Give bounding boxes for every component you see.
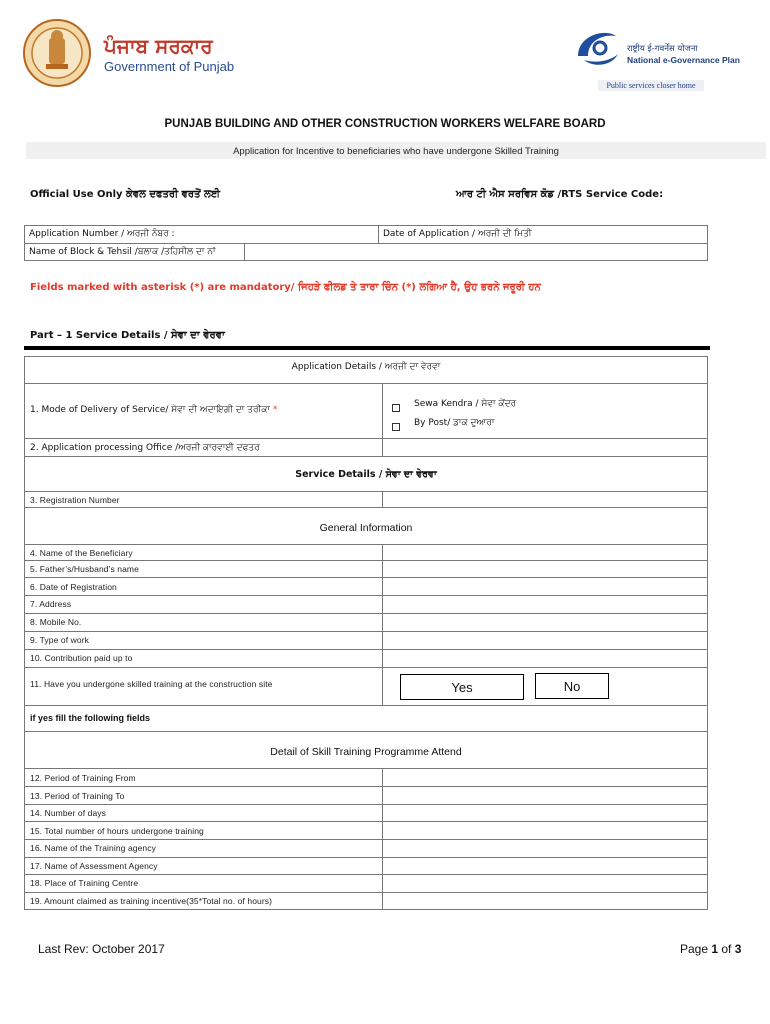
type-of-work-field[interactable] [383,632,707,648]
service-details-heading: Service Details / ਸੇਵਾ ਦਾ ਵੇਰਵਾ [295,469,437,480]
contribution-paid-label: 10. Contribution paid up to [30,653,133,663]
mode-of-delivery-label [30,405,277,415]
contribution-paid-field[interactable] [383,650,707,666]
application-subtitle: Application for Incentive to beneficiaries who have undergone Skilled Training [233,146,559,157]
divider [24,507,708,508]
divider [382,544,383,705]
mobile-number-field[interactable] [383,614,707,630]
page-number [680,942,741,956]
official-use-label: Official Use Only ਕੇਵਲ ਦਫਤਰੀ ਵਰਤੋਂ ਲਈ [30,189,220,200]
page-mid: of [718,942,735,956]
negp-hindi-text: राष्ट्रीय ई-गवर्नेंस योजना [627,44,698,54]
date-of-registration-label: 6. Date of Registration [30,582,117,592]
father-husband-name-label: 5. Father’s/Husband’s name [30,564,139,574]
application-number-field[interactable]: Application Number / ਅਰਜੀ ਨੰਬਰ : [29,229,175,239]
skilled-training-question: 11. Have you undergone skilled training at the construction site [30,679,273,689]
yes-label: Yes [451,679,473,695]
divider [24,243,708,244]
divider [24,731,708,732]
required-asterisk: * [272,405,278,415]
address-label: 7. Address [30,599,72,609]
date-of-application-field[interactable]: Date of Application / ਅਰਜੀ ਦੀ ਮਿਤੀ [383,229,532,239]
page-current: 1 [711,942,719,956]
training-period-to-field[interactable] [383,787,707,803]
training-period-from-field[interactable] [383,769,707,786]
application-details-heading: Application Details / ਅਰਜ਼ੀ ਦਾ ਵੇਰਵਾ [291,362,441,372]
number-of-days-label: 14. Number of days [30,808,106,818]
no-option[interactable] [535,673,609,699]
page-total: 3 [734,942,742,956]
training-incentive-amount-label: 19. Amount claimed as training incentive(35*Total no. of hours) [30,896,273,906]
date-of-registration-field[interactable] [383,578,707,594]
training-incentive-amount-field[interactable] [383,893,707,909]
divider [24,667,708,668]
yes-option[interactable] [400,674,524,700]
punjab-title-punjabi: ਪੰਜਾਬ ਸਰਕਾਰ [104,34,213,58]
beneficiary-name-field[interactable] [383,545,707,560]
by-post-label: By Post/ ਡਾਕ ਦੁਆਰਾ [414,418,495,428]
negp-english-text: National e-Governance Plan [627,55,740,65]
total-hours-field[interactable] [383,822,707,838]
training-period-from-label: 12. Period of Training From [30,773,136,783]
by-post-option[interactable] [392,418,400,436]
if-yes-instruction: if yes fill the following fields [30,713,151,723]
father-husband-name-field[interactable] [383,561,707,576]
registration-number-field[interactable] [383,492,707,507]
total-hours-label: 15. Total number of hours undergone training [30,826,204,836]
assessment-agency-label: 17. Name of Assessment Agency [30,861,158,871]
part-1-rule [24,346,710,350]
type-of-work-label: 9. Type of work [30,635,89,645]
mandatory-fields-note: Fields marked with asterisk (*) are mandatory/ ਜਿਹੜੇ ਫੀਲਡ ਤੇ ਤਾਰਾ ਚਿੰਨ (*) ਲਗਿਆ ਹੈ, ਉਹ ਭਰਨੇ ਜਰੂਰੀ ਹਨ [30,282,541,293]
training-centre-place-label: 18. Place of Training Centre [30,878,139,888]
assessment-agency-field[interactable] [383,858,707,874]
training-period-to-label: 13. Period of Training To [30,791,125,801]
divider [24,705,708,706]
punjab-title-english: Government of Punjab [104,59,235,74]
training-agency-field[interactable] [383,840,707,856]
number-of-days-field[interactable] [383,805,707,821]
divider [378,225,379,243]
mobile-number-label: 8. Mobile No. [30,617,82,627]
negp-logo [574,26,620,70]
divider [24,456,708,457]
block-tehsil-field[interactable]: Name of Block & Tehsil /ਬਲਾਕ /ਤਹਿਸੀਲ ਦਾ ਨਾਂ [29,247,216,257]
board-title: PUNJAB BUILDING AND OTHER CONSTRUCTION WORKERS WELFARE BOARD [164,118,606,130]
registration-number-label: 3. Registration Number [30,495,120,505]
punjab-emblem [22,18,92,88]
mode-of-delivery-text: 1. Mode of Delivery of Service/ ਸੇਵਾ ਦੀ ਅਦਾਇਗੀ ਦਾ ਤਰੀਕਾ [30,405,270,415]
divider [244,243,245,261]
page-prefix: Page [680,942,712,956]
general-information-heading: General Information [319,522,413,534]
no-label: No [563,678,581,694]
training-centre-place-field[interactable] [383,875,707,891]
beneficiary-name-label: 4. Name of the Beneficiary [30,548,133,558]
processing-office-label: 2. Application processing Office /ਅਰਜੀ ਕਾਰਵਾਈ ਦਫਤਰ [30,443,260,453]
processing-office-field[interactable] [383,439,707,456]
divider [24,383,708,384]
negp-tagline: Public services closer home [598,80,704,91]
training-agency-label: 16. Name of the Training agency [30,843,156,853]
skill-training-heading: Detail of Skill Training Programme Attend [270,746,462,758]
address-field[interactable] [383,596,707,612]
part-1-heading: Part – 1 Service Details / ਸੇਵਾ ਦਾ ਵੇਰਵਾ [30,330,225,341]
sewa-kendra-label: Sewa Kendra / ਸੇਵਾ ਕੇਂਦਰ [414,399,517,409]
last-revision: Last Rev: October 2017 [38,942,165,956]
divider [382,383,383,438]
sewa-kendra-checkbox[interactable] [392,404,400,412]
rts-service-code-label: ਆਰ ਟੀ ਐਸ ਸਰਵਿਸ ਕੋਡ /RTS Service Code: [456,189,664,200]
by-post-checkbox[interactable] [392,423,400,431]
sewa-kendra-option[interactable] [392,399,400,417]
